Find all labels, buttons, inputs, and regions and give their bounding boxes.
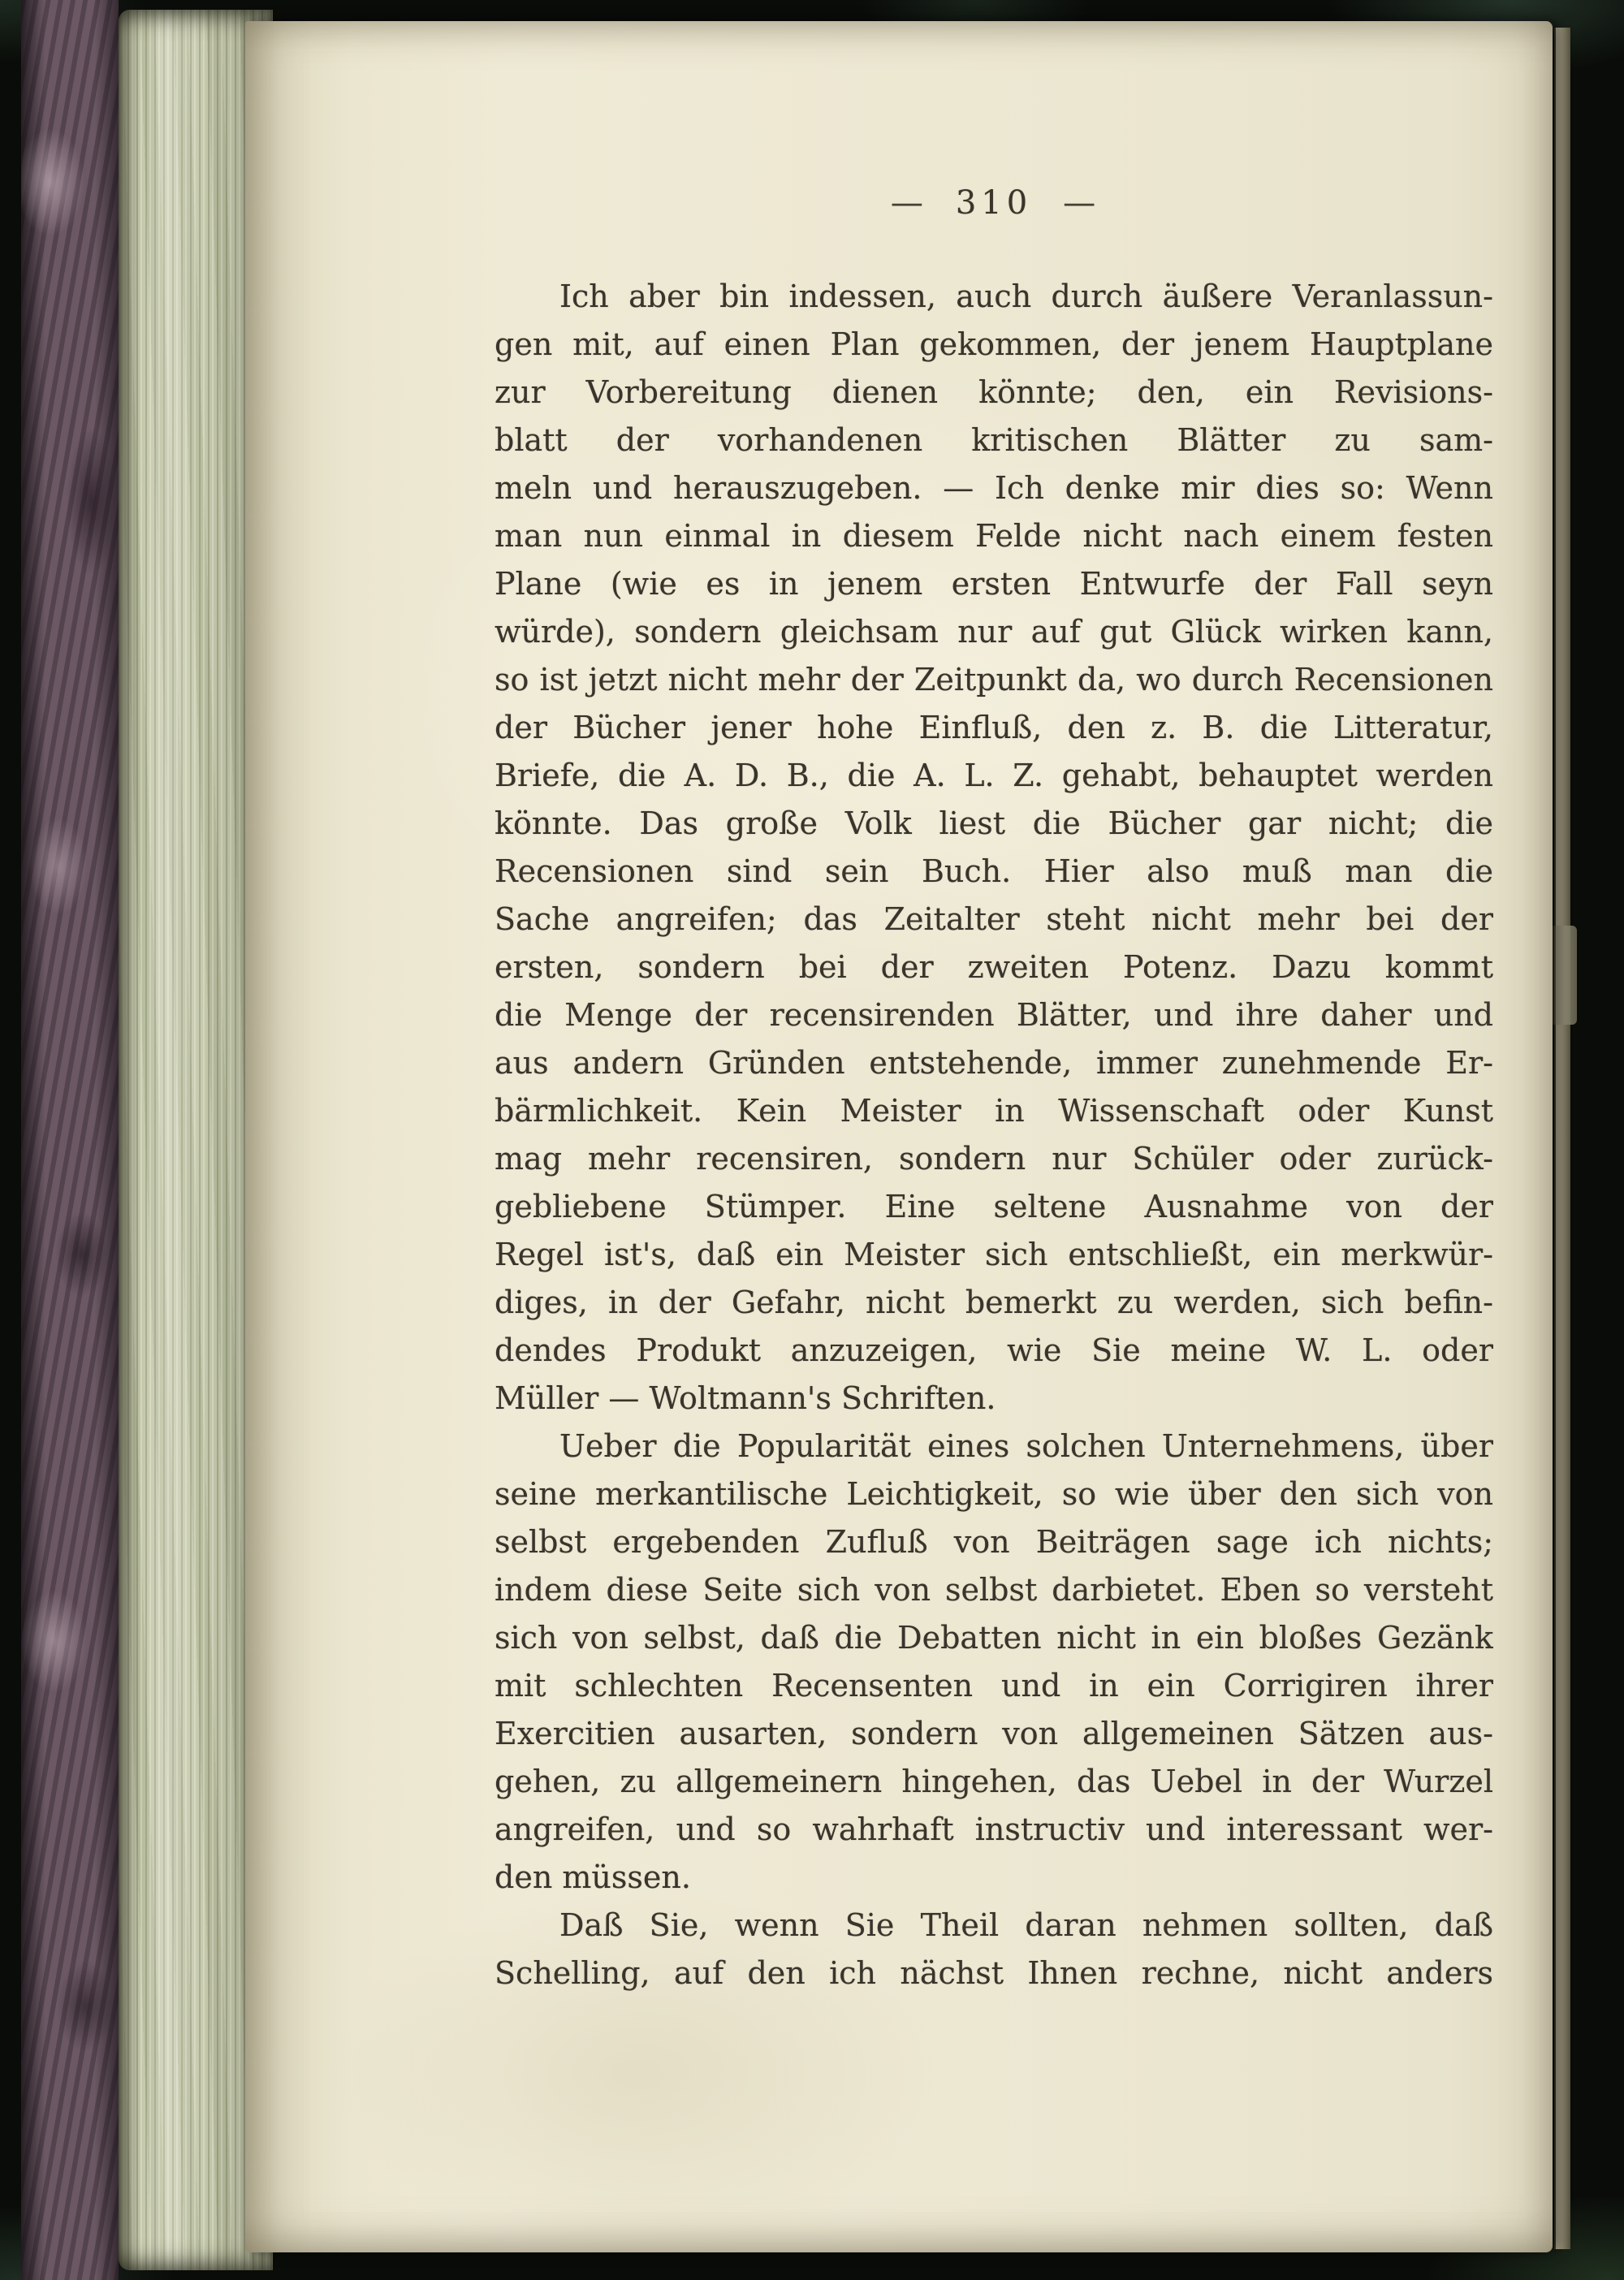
text-line: Recensionen sind sein Buch. Hier also muß man die [495, 853, 1493, 889]
text-line: Schelling, auf den ich nächst Ihnen rechne, nicht anders [495, 1955, 1493, 1991]
text-line: gen mit, auf einen Plan gekommen, der jenem Hauptplane [495, 326, 1493, 362]
page-text [495, 273, 1493, 1997]
text-line: Regel ist's, daß ein Meister sich entschließt, ein merkwür- [495, 1237, 1493, 1272]
text-line: Briefe, die A. D. B., die A. L. Z. gehabt, behauptet werden [495, 758, 1493, 793]
text-line: angreifen, und so wahrhaft instructiv und interessant wer- [495, 1811, 1493, 1847]
book-page [245, 21, 1553, 2252]
adjacent-page-edge [1554, 28, 1570, 2249]
paragraph-3 [495, 1902, 1493, 1997]
page-number [495, 180, 1493, 226]
text-line: Exercitien ausarten, sondern von allgemeinen Sätzen aus- [495, 1716, 1493, 1751]
book-cover-marbled-edge [21, 0, 119, 2280]
text-line: diges, in der Gefahr, nicht bemerkt zu werden, sich befin- [495, 1285, 1493, 1320]
text-line: seine merkantilische Leichtigkeit, so wie über den sich von [495, 1476, 1493, 1512]
text-line: würde), sondern gleichsam nur auf gut Glück wirken kann, [495, 614, 1493, 650]
text-line: Plane (wie es in jenem ersten Entwurfe der Fall seyn [495, 566, 1493, 602]
text-line: Sache angreifen; das Zeitalter steht nicht mehr bei der [495, 901, 1493, 937]
text-line: indem diese Seite sich von selbst darbietet. Eben so versteht [495, 1572, 1493, 1608]
text-line: den müssen. [495, 1859, 691, 1895]
text-line: man nun einmal in diesem Felde nicht nach einem festen [495, 518, 1493, 554]
text-line: sich von selbst, daß die Debatten nicht in ein bloßes Gezänk [495, 1620, 1493, 1656]
text-line: Ich aber bin indessen, auch durch äußere Veranlassun- [559, 279, 1493, 314]
text-line: bärmlichkeit. Kein Meister in Wissenschaft oder Kunst [495, 1093, 1493, 1129]
paragraph-2 [495, 1423, 1493, 1902]
text-line: mit schlechten Recensenten und in ein Corrigiren ihrer [495, 1668, 1493, 1704]
header-dash-left: — [890, 184, 925, 222]
text-line: mag mehr recensiren, sondern nur Schüler oder zurück- [495, 1141, 1493, 1177]
header-dash-right: — [1063, 184, 1098, 222]
text-line: ersten, sondern bei der zweiten Potenz. Dazu kommt [495, 949, 1493, 985]
text-line: zur Vorbereitung dienen könnte; den, ein Revisions- [495, 374, 1493, 410]
text-line: selbst ergebenden Zufluß von Beiträgen sage ich nichts; [495, 1524, 1493, 1560]
text-line: gehen, zu allgemeinern hingehen, das Uebel in der Wurzel [495, 1764, 1493, 1799]
text-line: meln und herauszugeben. — Ich denke mir dies so: Wenn [495, 470, 1493, 506]
page-number-value: 310 [955, 184, 1033, 222]
text-line: so ist jetzt nicht mehr der Zeitpunkt da, wo durch Recensionen [495, 662, 1493, 697]
paragraph-1 [495, 273, 1493, 1423]
text-line: der Bücher jener hohe Einfluß, den z. B. die Litteratur, [495, 710, 1493, 745]
text-line: Müller — Woltmann's Schriften. [495, 1380, 996, 1416]
text-line: könnte. Das große Volk liest die Bücher gar nicht; die [495, 805, 1493, 841]
text-line: die Menge der recensirenden Blätter, und ihre daher und [495, 997, 1493, 1033]
text-line: blatt der vorhandenen kritischen Blätter zu sam- [495, 422, 1493, 458]
text-line: aus andern Gründen entstehende, immer zunehmende Er- [495, 1045, 1493, 1081]
text-line: Daß Sie, wenn Sie Theil daran nehmen sollten, daß [559, 1907, 1493, 1943]
text-line: gebliebene Stümper. Eine seltene Ausnahme von der [495, 1189, 1493, 1224]
text-line: dendes Produkt anzuzeigen, wie Sie meine W. L. oder [495, 1332, 1493, 1368]
text-line: Ueber die Popularität eines solchen Unternehmens, über [559, 1428, 1493, 1464]
